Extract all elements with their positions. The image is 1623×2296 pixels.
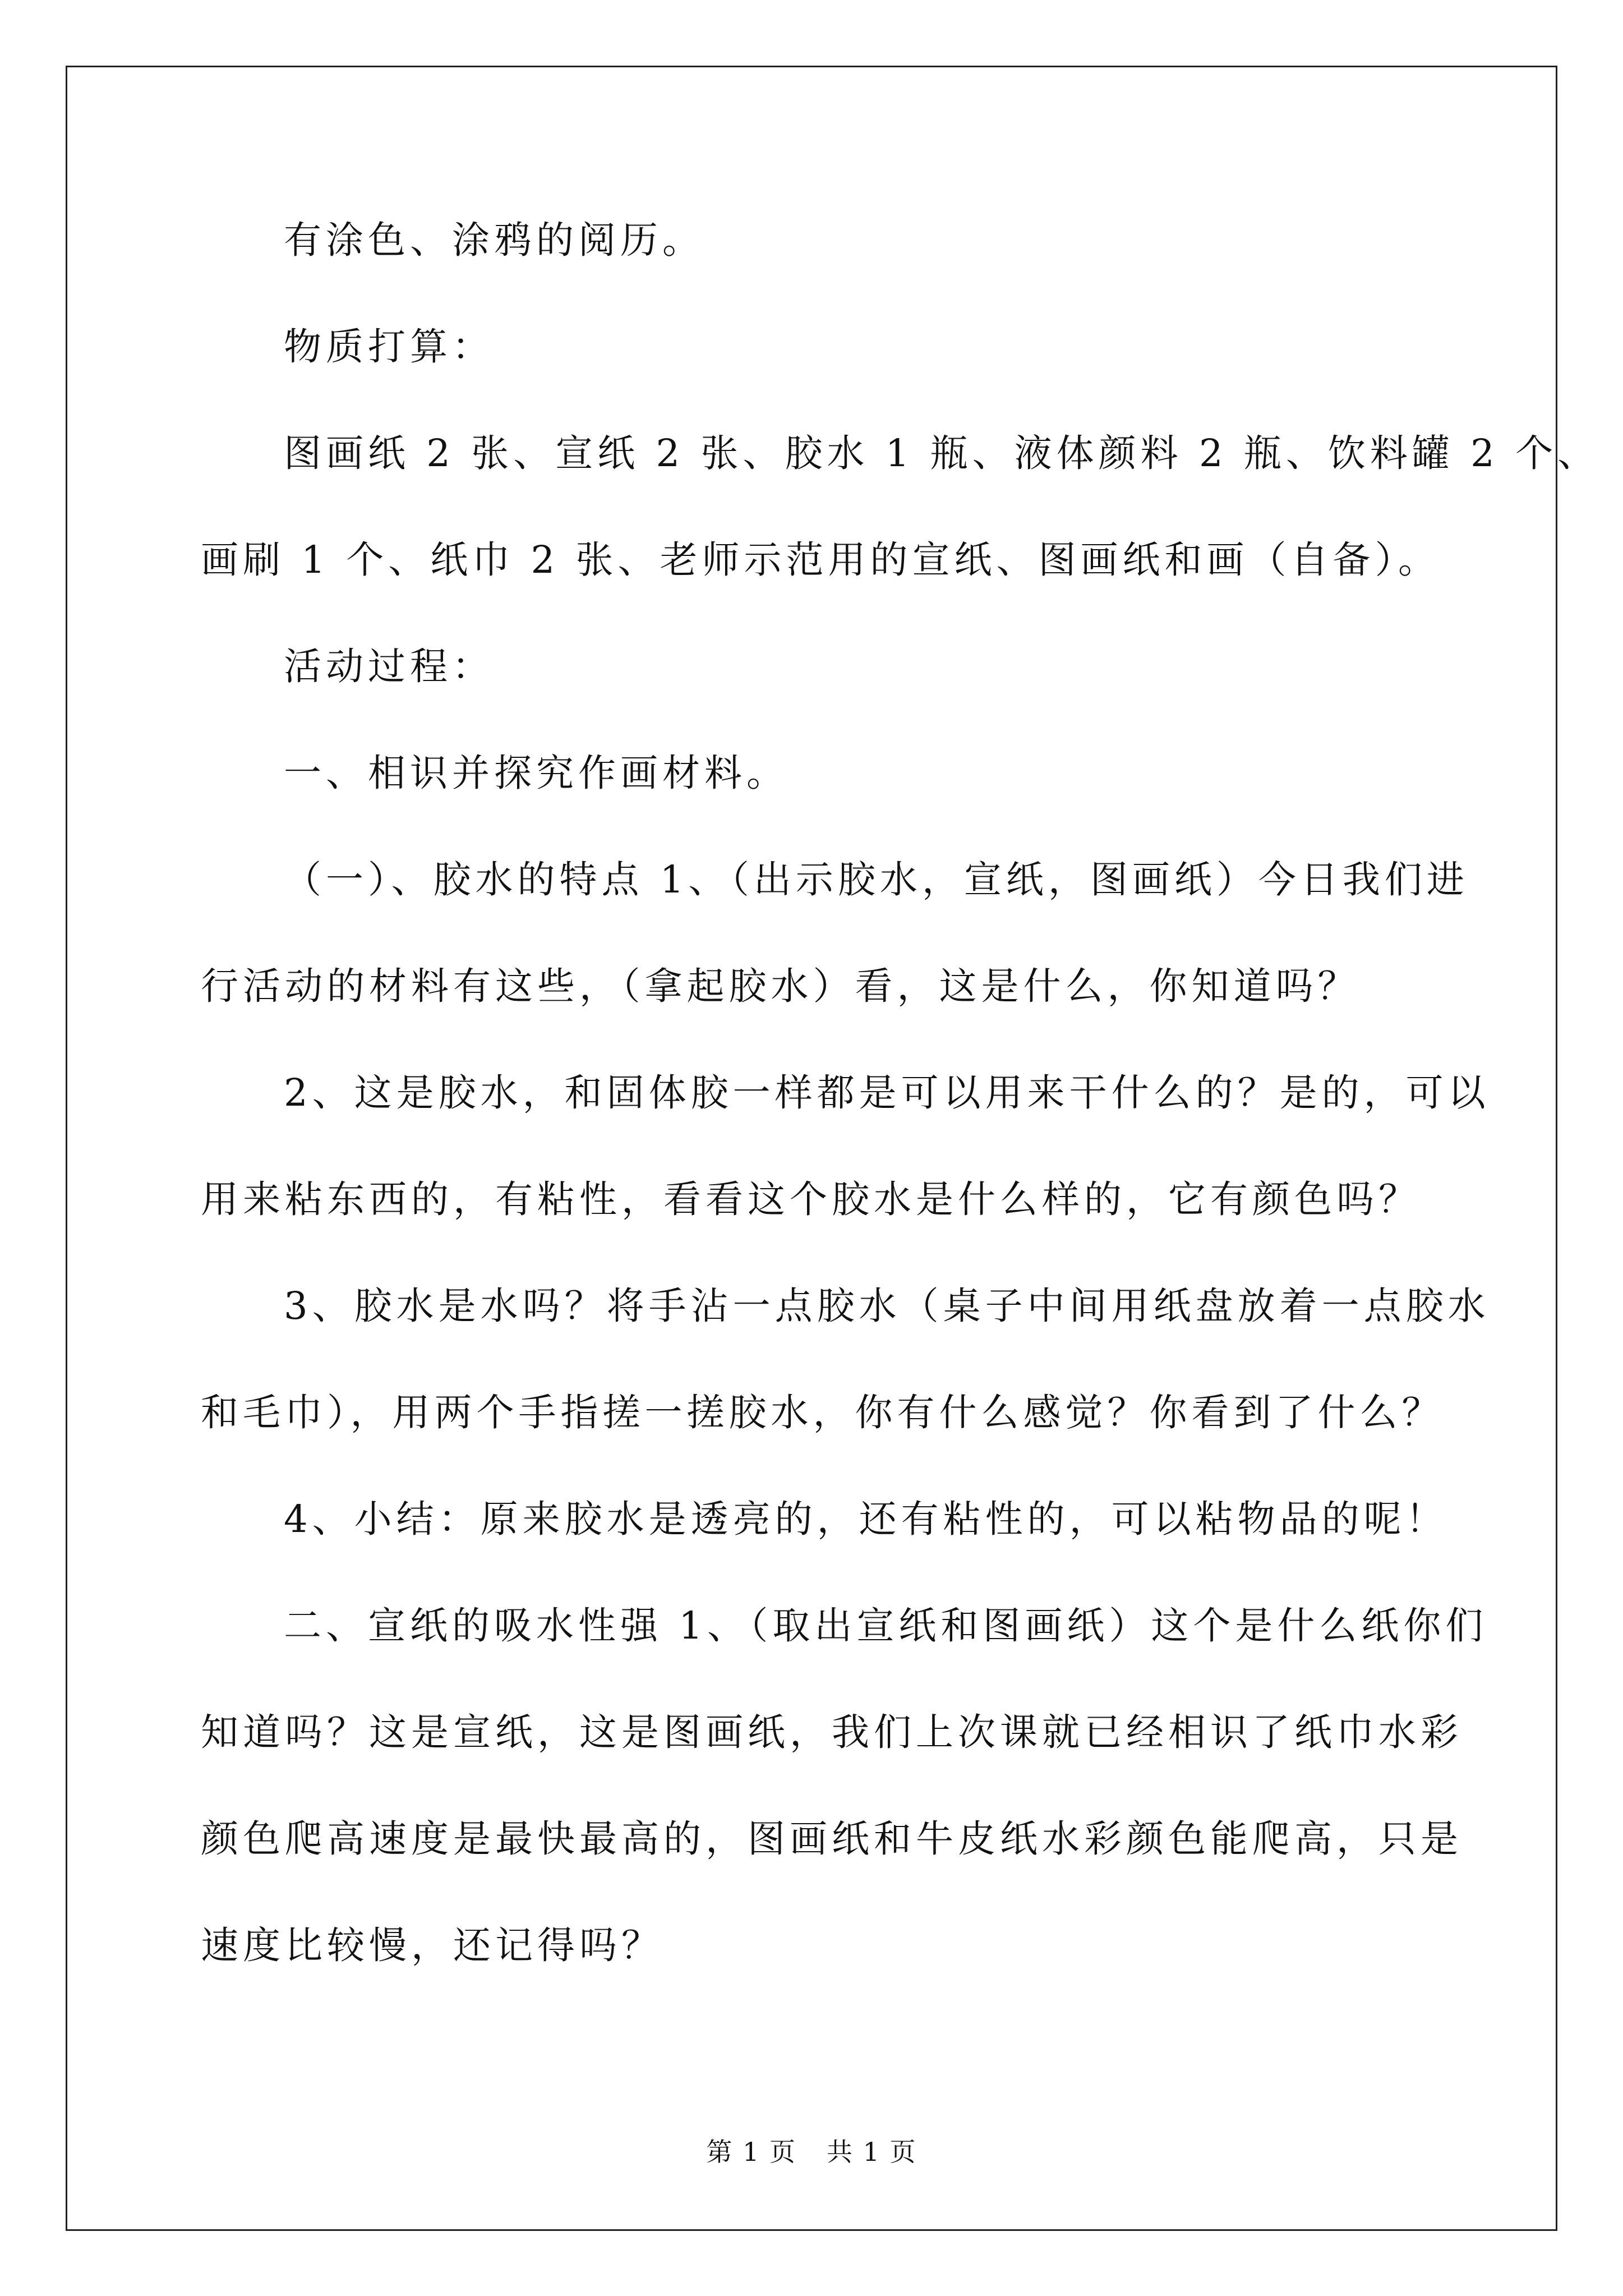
paragraph-line: 用来粘东西的，有粘性，看看这个胶水是什么样的，它有颜色吗？ (201, 1177, 1421, 1221)
page-footer (0, 2132, 1623, 2169)
paragraph-line: 速度比较慢，还记得吗？ (201, 1924, 663, 1967)
page-number-current: 第 1 页 (706, 2137, 796, 2167)
paragraph-line: 颜色爬高速度是最快最高的，图画纸和牛皮纸水彩颜色能爬高，只是 (201, 1817, 1463, 1861)
paragraph-line: 4、小结：原来胶水是透亮的，还有粘性的，可以粘物品的呢！ (284, 1497, 1448, 1541)
paragraph-line: 行活动的材料有这些，（拿起胶水）看，这是什么，你知道吗？ (201, 964, 1360, 1008)
paragraph-line: 2、这是胶水，和固体胶一样都是可以用来干什么的？是的，可以 (284, 1071, 1490, 1115)
paragraph-line: 二、宣纸的吸水性强 1、（取出宣纸和图画纸）这个是什么纸你们 (284, 1604, 1488, 1648)
paragraph-line: 知道吗？这是宣纸，这是图画纸，我们上次课就已经相识了纸巾水彩 (201, 1710, 1463, 1754)
paragraph-line: 和毛巾），用两个手指搓一搓胶水，你有什么感觉？你看到了什么？ (201, 1391, 1444, 1434)
paragraph-line: 一、相识并探究作画材料。 (284, 751, 789, 795)
paragraph-line: 图画纸 2 张、宣纸 2 张、胶水 1 瓶、液体颜料 2 瓶、饮料罐 2 个、 (284, 431, 1600, 475)
page-number-total: 共 1 页 (827, 2137, 917, 2167)
document-body (201, 218, 1600, 2032)
paragraph-line: （一）、胶水的特点 1、（出示胶水，宣纸，图画纸）今日我们进 (284, 858, 1469, 901)
paragraph-line: 有涂色、涂鸦的阅历。 (284, 218, 704, 262)
paragraph-line: 画刷 1 个、纸巾 2 张、老师示范用的宣纸、图画纸和画（自备）。 (201, 538, 1440, 582)
paragraph-line: 活动过程： (284, 645, 494, 688)
paragraph-line: 3、胶水是水吗？将手沾一点胶水（桌子中间用纸盘放着一点胶水 (284, 1284, 1490, 1328)
paragraph-line: 物质打算： (284, 325, 494, 369)
